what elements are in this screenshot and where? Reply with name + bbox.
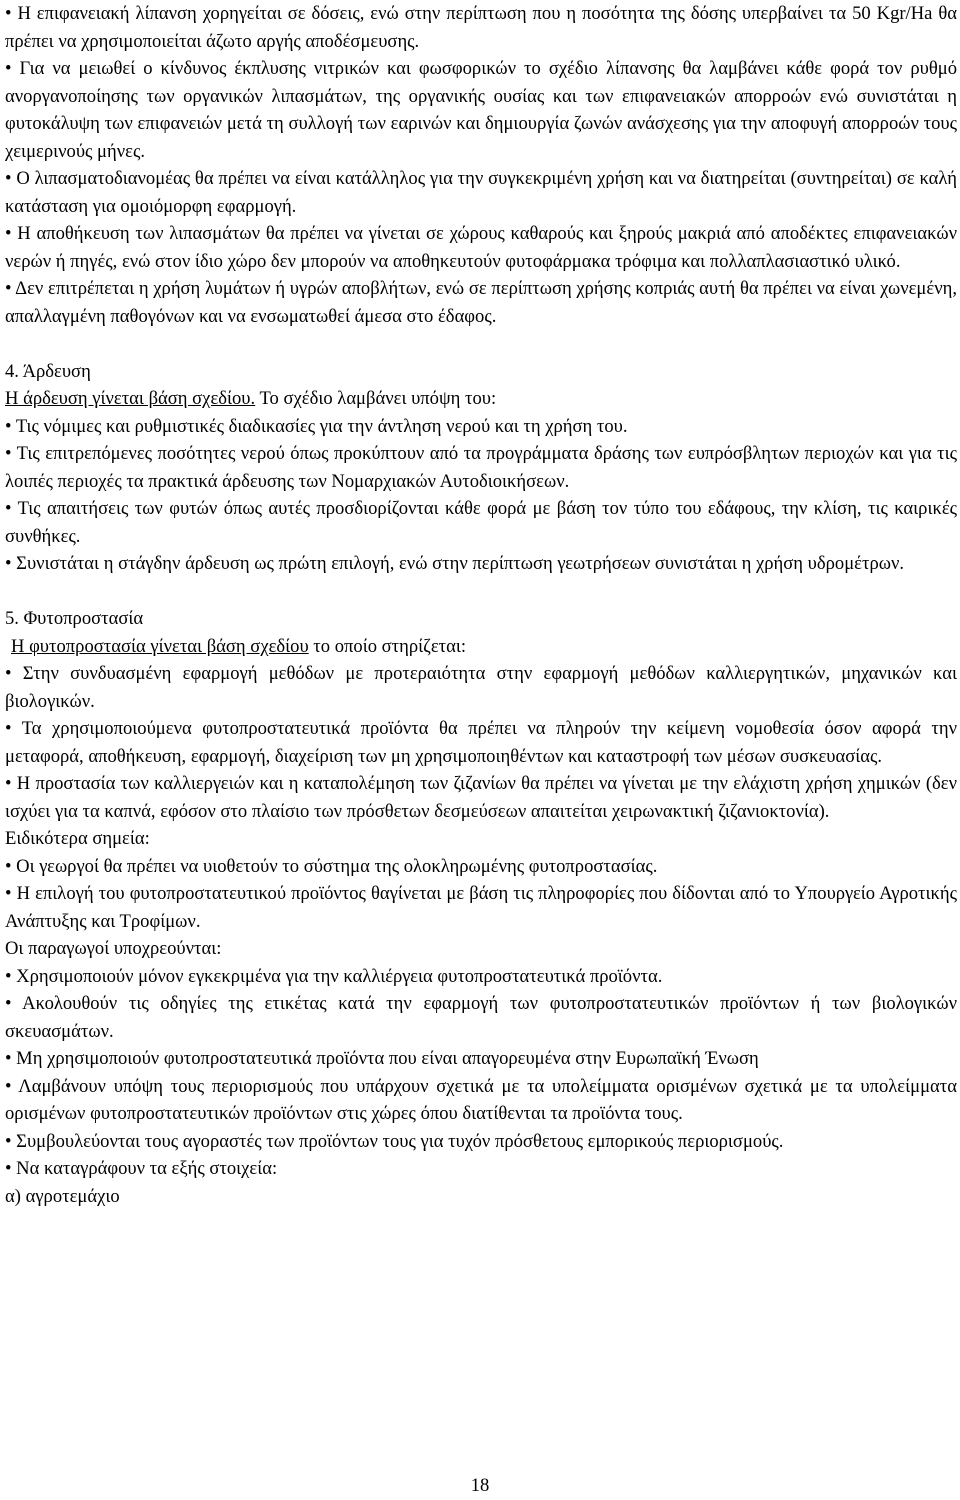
intro-rest: Το σχέδιο λαμβάνει υπόψη του: [255, 388, 497, 409]
list-item: • Συνιστάται η στάγδην άρδευση ως πρώτη επιλογή, ενώ στην περίπτωση γεωτρήσεων συνιστάται η χρήση υδρομέτρων. [5, 553, 905, 574]
list-item: • Τα χρησιμοποιούμενα φυτοπροστατευτικά προϊόντα θα πρέπει να πληρούν την κείμενη νομοθεσία όσον αφορά την μεταφορά, αποθήκευση, εφαρμογή, διαχείριση των μη χρησιμοποιηθέντων και καταστροφή των μέσων συσκευασίας. [5, 718, 957, 767]
section-intro [5, 385, 957, 413]
list-item: • Συμβουλεύονται τους αγοραστές των προϊόντων τους για τυχόν πρόσθετους εμπορικούς περιορισμούς. [5, 1130, 784, 1152]
list-item: • Για να μειωθεί ο κίνδυνος έκπλυσης νιτρικών και φωσφορικών το σχέδιο λίπανσης θα λαμβάνει κάθε φορά τον ρυθμό ανοργανοποίησης των οργανικών λιπασμάτων, της οργανικής ουσίας και των επιφανειακών απορροών ενώ συνιστάται η φυτοκάλυψη των επιφανειών μετά τη συλλογή των εαρινών και δημιουργία ζωνών ανάσχεσης για την αποφυγή απορροών τους χειμερινούς μήνες. [5, 58, 957, 162]
section-heading: 5. Φυτοπροστασία [5, 608, 144, 629]
intro-underlined: Η φυτοπροστασία γίνεται βάση σχεδίου [11, 635, 309, 657]
list-item: • Να καταγράφουν τα εξής στοιχεία: [5, 1158, 278, 1179]
spacer [5, 330, 957, 358]
section-irrigation [5, 358, 957, 578]
list-item: • Τις επιτρεπόμενες ποσότητες νερού όπως προκύπτουν από τα προγράμματα δράσης των ευπρόσβλητων περιοχών και για τις λοιπές περιοχές τα πρακτικά άρδευσης των Νομαρχιακών Αυτοδιοικήσεων. [5, 443, 957, 492]
intro-underlined: Η άρδευση γίνεται βάση σχεδίου. [5, 388, 256, 409]
list-item: • Ακολουθούν τις οδηγίες της ετικέτας κατά την εφαρμογή των φυτοπροστατευτικών προϊόντων ή των βιολογικών σκευασμάτων. [5, 993, 957, 1042]
section-plant-protection [5, 605, 957, 1210]
subheading-producers: Οι παραγωγοί υποχρεούνται: [5, 938, 222, 959]
list-item: • Στην συνδυασμένη εφαρμογή μεθόδων με προτεραιότητα στην εφαρμογή μεθόδων καλλιεργητικών, μηχανικών και βιολογικών. [5, 663, 957, 712]
intro-rest: το οποίο στηρίζεται: [308, 635, 467, 657]
document-page [5, 0, 957, 1210]
list-item: • Η αποθήκευση των λιπασμάτων θα πρέπει να γίνεται σε χώρους καθαρούς και ξηρούς μακριά από αποδέκτες επιφανειακών νερών ή πηγές, ενώ στον ίδιο χώρο δεν μπορούν να αποθηκευτούν φυτοφάρμακα τρόφιμα και πολλαπλασιαστικό υλικό. [5, 223, 957, 272]
list-item: • Δεν επιτρέπεται η χρήση λυμάτων ή υγρών αποβλήτων, ενώ σε περίπτωση χρήσης κοπριάς αυτή θα πρέπει να είναι χωνεμένη, απαλλαγμένη παθογόνων και να ενσωματωθεί άμεσα στο έδαφος. [5, 278, 957, 327]
list-item: • Η προστασία των καλλιεργειών και η καταπολέμηση των ζιζανίων θα πρέπει να γίνεται με την ελάχιστη χρήση χημικών (δεν ισχύει για τα καπνά, εφόσον στο πλαίσιο των πρόσθετων δεσμεύσεων απαιτείται χειρωνακτική ζιζανιοκτονία). [5, 773, 957, 822]
list-item: • Ο λιπασματοδιανομέας θα πρέπει να είναι κατάλληλος για την συγκεκριμένη χρήση και να διατηρείται (συντηρείται) σε καλή κατάσταση για ομοιόμορφη εφαρμογή. [5, 168, 957, 217]
list-item: • Η επιφανειακή λίπανση χορηγείται σε δόσεις, ενώ στην περίπτωση που η ποσότητα της δόσης υπερβαίνει τα 50 Kgr/Ha θα πρέπει να χρησιμοποιείται άζωτο αργής αποδέσμευσης. [5, 3, 957, 52]
list-item: • Μη χρησιμοποιούν φυτοπροστατευτικά προϊόντα που είναι απαγορευμένα στην Ευρωπαϊκή Ένωση [5, 1048, 759, 1069]
section-heading: 4. Άρδευση [5, 360, 91, 382]
list-item: • Η επιλογή του φυτοπροστατευτικού προϊόντος θαγίνεται με βάση τις πληροφορίες που δίδονται από το Υπουργείο Αγροτικής Ανάπτυξης και Τροφίμων. [5, 883, 957, 932]
list-item: • Τις απαιτήσεις των φυτών όπως αυτές προσδιορίζονται κάθε φορά με βάση τον τύπο του εδάφους, την κλίση, τις καιρικές συνθήκες. [5, 498, 957, 547]
list-item: • Χρησιμοποιούν μόνον εγκεκριμένα για την καλλιέργεια φυτοπροστατευτικά προϊόντα. [5, 965, 663, 987]
spacer [5, 578, 957, 606]
list-item: • Οι γεωργοί θα πρέπει να υιοθετούν το σύστημα της ολοκληρωμένης φυτοπροστασίας. [5, 855, 658, 877]
sub-list-item: α) αγροτεμάχιο [5, 1185, 120, 1207]
list-item: • Λαμβάνουν υπόψη τους περιορισμούς που υπάρχουν σχετικά με τα υπολείμματα ορισμένων σχετικά με τα υπολείμματα ορισμένων φυτοπροστατευτικών προϊόντων στις χώρες όπου διατίθενται τα προϊόντα τους. [5, 1075, 957, 1124]
fertilization-bullets [5, 0, 957, 330]
section-intro [5, 633, 957, 661]
subheading-specific: Ειδικότερα σημεία: [5, 828, 150, 849]
page-number: 18 [470, 1475, 490, 1496]
list-item: • Τις νόμιμες και ρυθμιστικές διαδικασίες για την άντληση νερού και τη χρήση του. [5, 415, 628, 437]
